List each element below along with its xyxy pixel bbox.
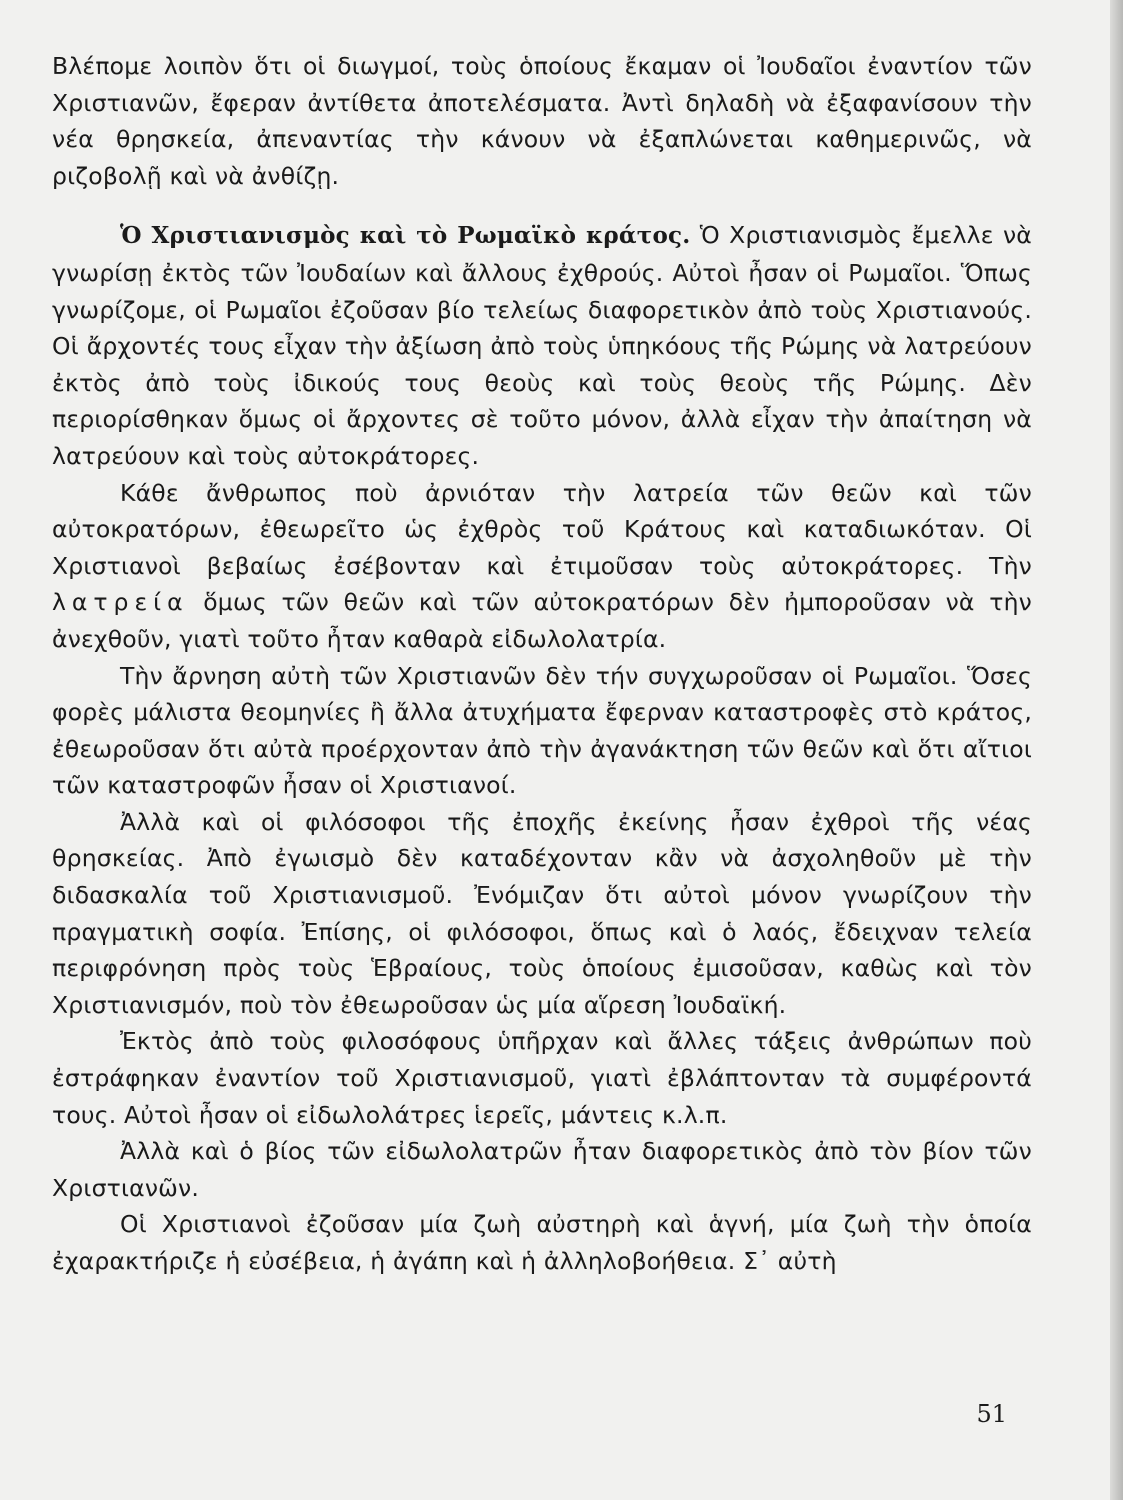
paragraph-3 (52, 475, 1032, 658)
paragraph-7-text: Ἀλλὰ καὶ ὁ βίος τῶν εἰδωλολατρῶν ἦταν διαφορετικὸς ἀπὸ τὸν βίον τῶν Χριστιανῶν. (52, 1137, 1032, 1202)
paragraph-2-text: Ὁ Χριστιανισμὸς ἔμελλε νὰ γνωρίσῃ ἐκτὸς τῶν Ἰουδαίων καὶ ἄλλους ἐχθρούς. Αὐτοὶ ἦσαν οἱ Ρωμαῖοι. Ὅπως γνωρίζομε, οἱ Ρωμαῖοι ἐζοῦσαν βίο τελείως διαφορετικὸν ἀπὸ τοὺς Χριστιανούς. Οἱ ἄρχοντές τους εἶχαν τὴν ἀξίωση ἀπὸ τοὺς ὑπηκόους τῆς Ρώμης νὰ λατρεύουν ἐκτὸς ἀπὸ τοὺς ἰδικούς τους θεοὺς καὶ τοὺς θεοὺς τῆς Ρώμης. Δὲν περιορίσθηκαν ὅμως οἱ ἄρχοντες σὲ τοῦτο μόνον, ἀλλὰ εἶχαν τὴν ἀπαίτηση νὰ λατρεύουν καὶ τοὺς αὐτοκράτορες. (52, 221, 1032, 470)
spaced-emphasis: λατρεία (52, 588, 189, 617)
page-edge (1110, 0, 1123, 1500)
paragraph-5-text: Ἀλλὰ καὶ οἱ φιλόσοφοι τῆς ἐποχῆς ἐκείνης ἦσαν ἐχθροὶ τῆς νέας θρησκείας. Ἀπὸ ἐγωισμὸ δὲν καταδέχονταν κἂν νὰ ἀσχοληθοῦν μὲ τὴν διδασκαλία τοῦ Χριστιανισμοῦ. Ἐνόμιζαν ὅτι αὐτοὶ μόνον γνωρίζουν τὴν πραγματικὴ σοφία. Ἐπίσης, οἱ φιλόσοφοι, ὅπως καὶ ὁ λαός, ἔδειχναν τελεία περιφρόνηση πρὸς τοὺς Ἑβραίους, τοὺς ὁποίους ἐμισοῦσαν, καθὼς καὶ τὸν Χριστιανισμόν, ποὺ τὸν ἐθεωροῦσαν ὡς μία αἵρεση Ἰουδαϊκή. (52, 807, 1032, 1019)
paragraph-6-text: Ἐκτὸς ἀπὸ τοὺς φιλοσόφους ὑπῆρχαν καὶ ἄλλες τάξεις ἀνθρώπων ποὺ ἐστράφηκαν ἐναντίον τοῦ Χριστιανισμοῦ, γιατὶ ἐβλάπτονταν τὰ συμφέροντά τους. Αὐτοὶ ἦσαν οἱ εἰδωλολάτρες ἱερεῖς, μάντεις κ.λ.π. (52, 1027, 1032, 1129)
paragraph-8-text: Οἱ Χριστιανοὶ ἐζοῦσαν μία ζωὴ αὐστηρὴ καὶ ἁγνή, μία ζωὴ τὴν ὁποία ἐχαρακτήριζε ἡ εὐσέβεια, ἡ ἀγάπη καὶ ἡ ἀλληλοβοήθεια. Σ᾽ αὐτὴ (52, 1210, 1032, 1275)
paragraph-6 (52, 1023, 1032, 1133)
paragraph-8 (52, 1206, 1032, 1279)
page-number: 51 (976, 1400, 1007, 1428)
paragraph-4-text: Τὴν ἄρνηση αὐτὴ τῶν Χριστιανῶν δὲν τήν συγχωροῦσαν οἱ Ρωμαῖοι. Ὅσες φορὲς μάλιστα θεομηνίες ἢ ἄλλα ἀτυχήματα ἔφερναν καταστροφὲς στὸ κράτος, ἐθεωροῦσαν ὅτι αὐτὰ προέρχονταν ἀπὸ τὴν ἀγανάκτηση τῶν θεῶν καὶ ὅτι αἴτιοι τῶν καταστροφῶν ἦσαν οἱ Χριστιανοί. (52, 661, 1032, 800)
paragraph-2 (52, 217, 1032, 474)
paragraph-1-text: Βλέπομε λοιπὸν ὅτι οἱ διωγμοί, τοὺς ὁποίους ἔκαμαν οἱ Ἰουδαῖοι ἐναντίον τῶν Χριστιανῶν, ἔφεραν ἀντίθετα ἀποτελέσματα. Ἀντὶ δηλαδὴ νὰ ἐξαφανίσουν τὴν νέα θρησκεία, ἀπεναντίας τὴν κάνουν νὰ ἐξαπλώνεται καθημερινῶς, νὰ ριζοβολῇ καὶ νὰ ἀνθίζῃ. (52, 52, 1032, 190)
section-heading: Ὁ Χριστιανισμὸς καὶ τὸ Ρωμαϊκὸ κράτος. (120, 222, 691, 250)
paragraph-4 (52, 658, 1032, 804)
paragraph-7 (52, 1133, 1032, 1206)
paragraph-5 (52, 804, 1032, 1024)
paragraph-3-text-before: Κάθε ἄνθρωπος ποὺ ἀρνιόταν τὴν λατρεία τῶν θεῶν καὶ τῶν αὐτοκρατόρων, ἐθεωρεῖτο ὡς ἐχθρὸς τοῦ Κράτους καὶ καταδιωκόταν. Οἱ Χριστιανοὶ βεβαίως ἐσέβονταν καὶ ἐτιμοῦσαν τοὺς αὐτοκράτορες. Τὴν (52, 478, 1032, 580)
paragraph-1 (52, 48, 1032, 194)
body-text (52, 48, 1032, 1280)
paragraph-3-text-after: ὅμως τῶν θεῶν καὶ τῶν αὐτοκρατόρων δὲν ἠμποροῦσαν νὰ τὴν ἀνεχθοῦν, γιατὶ τοῦτο ἦταν καθαρὰ εἰδωλολατρία. (52, 588, 1032, 653)
